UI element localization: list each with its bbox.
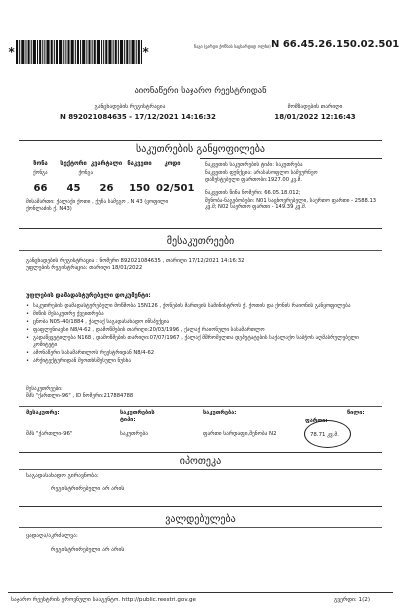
section3-rule-bottom bbox=[19, 469, 382, 470]
table-header-property: საკუთრება: bbox=[203, 410, 237, 416]
barcode bbox=[8, 38, 150, 66]
basis-item: • ცნობა N05-40/1884 , ქალაქ საგადასახადო ინსპექცია bbox=[26, 319, 170, 325]
cadastre-headers bbox=[24, 161, 189, 168]
bullet-icon: • bbox=[26, 311, 30, 317]
section2-rule-bottom bbox=[19, 250, 382, 251]
bullet-icon: • bbox=[26, 327, 30, 333]
barcode-star-right: * bbox=[142, 44, 150, 59]
cadastre-header: ზონა bbox=[33, 161, 48, 167]
cadastre-value: 26 bbox=[99, 183, 114, 194]
section1-title: საკუთრების განყოფილება bbox=[136, 144, 265, 155]
parcel-info-line: ნაკვეთის ფუნქცია: არასასოფლო სამეურნეო bbox=[205, 169, 318, 176]
application-label: განცხადების რეგისტრაცია bbox=[94, 104, 166, 110]
cadastre-value: 02/501 bbox=[156, 183, 195, 194]
registration-info bbox=[26, 258, 382, 271]
parcel-info-line: ნაკვეთის წინა ნომერი: 66.05.18.012; bbox=[205, 190, 301, 197]
table-cell-area: 78.71 კვ.მ. bbox=[310, 432, 339, 438]
barcode-icon bbox=[16, 40, 142, 64]
parcel-info-line: დაზუსტებული ფართობი:1927.00 კვ.მ. bbox=[205, 177, 302, 184]
basis-title: უფლების დამადასტურებელი დოკუმენტი: bbox=[26, 293, 151, 299]
basis-item: • მიწის მესაკუთრე ქვეითრება bbox=[26, 311, 104, 317]
bullet-icon: • bbox=[26, 357, 30, 364]
bullet-icon: • bbox=[26, 335, 30, 341]
basis-item: • ამონაწერი სასამართლოს რეესტრიდან N8/4-62 bbox=[26, 349, 155, 356]
table-header-share: წილი: bbox=[347, 410, 365, 416]
section1-rule-top bbox=[19, 140, 382, 141]
cadastre-header: კოდი bbox=[164, 161, 181, 167]
mortgage-label: საგადასახადო გირავნობა: bbox=[26, 473, 99, 479]
registration-line: განცხადების რეგისტრაცია : ნომერი 892021084635 , თარიღი 17/12/2021 14:16:32 bbox=[26, 258, 245, 264]
section4-rule-top bbox=[19, 506, 382, 507]
table-cell-type: საკუთრება bbox=[120, 431, 148, 437]
table-cell-owner: შპს "ქართლი-96" bbox=[26, 431, 73, 437]
parcel-info-line bbox=[205, 185, 385, 189]
parcel-info bbox=[205, 162, 385, 212]
section4-rule-bottom bbox=[19, 527, 382, 528]
application-number: N 892021084635 - 17/12/2021 14:16:32 bbox=[60, 113, 216, 121]
basis-item: • საკუთრების დამადასტურებელი მოწმობა 15N126 , ქონების მართვის სამინისტროს ქ. ქოთის და ქონის რაიონის განყოფილება bbox=[26, 303, 351, 309]
registration-line: უფლების რეგისტრაცია: თარიღი 18/01/2022 bbox=[26, 264, 143, 271]
table-header-owner: მესაკუთრე: bbox=[26, 410, 60, 416]
cadastre-values bbox=[24, 183, 195, 196]
table-rule-top bbox=[19, 406, 382, 407]
header-caption: ნაგი (ვარდი ქონხას საცხარდიდ ოლხი) bbox=[194, 44, 271, 49]
basis-item: • არქიტექტურიდან მეოთხსშესული ნუსხა bbox=[26, 357, 132, 364]
bullet-icon: • bbox=[26, 319, 30, 325]
owners-name: შპს "ქართლი-96" , ID ნომერი:217884788 bbox=[26, 392, 134, 399]
page-number: გვერდი: 1(2) bbox=[334, 597, 371, 603]
basis-item: • გადაწყვეტილება N168 , დამოწმების თარიღი:07/07/1967 , ქალაქ მშრომელთა დეპუტატების საქალაქო საბჭოს აღმასრულებელი კომიტეტი bbox=[26, 335, 359, 348]
cadastre-header: ნაკვეთი bbox=[127, 161, 152, 167]
section2-title: მესაკუთრეები bbox=[166, 236, 235, 247]
parcel-info-line: შენობა-ნაგებობები: N01 საცხოვრებელი, საერთო ფართი - 2588.13 კვ.მ; N02 საერთო ფართი - 149.39 კვ.მ. bbox=[205, 197, 377, 211]
table-header-type: საკუთრების ტიპი: bbox=[120, 410, 155, 423]
prepared-date: 18/01/2022 12:16:43 bbox=[274, 113, 356, 121]
table-header-area: ფართი: bbox=[305, 418, 328, 424]
section4-title: ვალდებულება bbox=[165, 514, 236, 525]
parcel-info-line: ნაკვეთის საკუთრების ტიპი: საკუთრება bbox=[205, 162, 303, 168]
restriction-label: ყადაღა/აკრძალვა: bbox=[26, 533, 78, 539]
restriction-value: რეგისტრირებული არ არის bbox=[51, 547, 125, 553]
owners-block bbox=[26, 386, 133, 399]
cadastre-subheaders bbox=[33, 170, 93, 176]
footer-agency-link: საჯარო რეესტრის ეროვნული სააგენტო. http://public.reestri.gov.ge bbox=[11, 597, 196, 603]
barcode-star-left: * bbox=[8, 44, 16, 59]
basis-list bbox=[26, 303, 366, 366]
table-cell-property: ფართი სარდაფი,შენობა N2 bbox=[203, 431, 277, 437]
cadastre-header: კვარტალი bbox=[90, 161, 123, 167]
footer-rule bbox=[8, 592, 393, 593]
bullet-icon: • bbox=[26, 303, 30, 309]
cadastre-value: 66 bbox=[33, 183, 48, 194]
cadastre-value: 45 bbox=[66, 183, 81, 194]
basis-item: • ფაფლენიავსი N8/4-62 , დამოწმების თარიღი:20/03/1996 , ქალაქ რაიონული სასამართლო bbox=[26, 327, 265, 333]
owners-label: მესაკუთრეები: bbox=[26, 386, 63, 392]
section2-rule-top bbox=[19, 228, 382, 229]
agency-title: აიონაწერი საჯარო რეესტრიდან bbox=[134, 86, 267, 96]
bullet-icon: • bbox=[26, 349, 30, 356]
section3-title: იპოთეკა bbox=[179, 456, 222, 467]
cadastre-subheader: ქონგა bbox=[78, 170, 93, 176]
document-number: N 66.45.26.150.02.501 bbox=[271, 39, 400, 50]
mortgage-value: რეგისტრირებული არ არის bbox=[51, 486, 125, 492]
section1-rule-bottom bbox=[200, 158, 382, 159]
cadastre-subheader: ქონგა bbox=[33, 170, 48, 176]
cadastre-header: სექტორი bbox=[60, 161, 87, 167]
property-address: მისამართი: ქალაქი ქოთი , ქუჩა სამეგო , N 43 (ყოფილი ქონლაძის ქ. N43) bbox=[26, 199, 169, 212]
section3-rule-top bbox=[19, 452, 382, 453]
cadastre-value: 150 bbox=[129, 183, 150, 194]
prepared-label: მომზადების თარიღი bbox=[287, 104, 343, 110]
